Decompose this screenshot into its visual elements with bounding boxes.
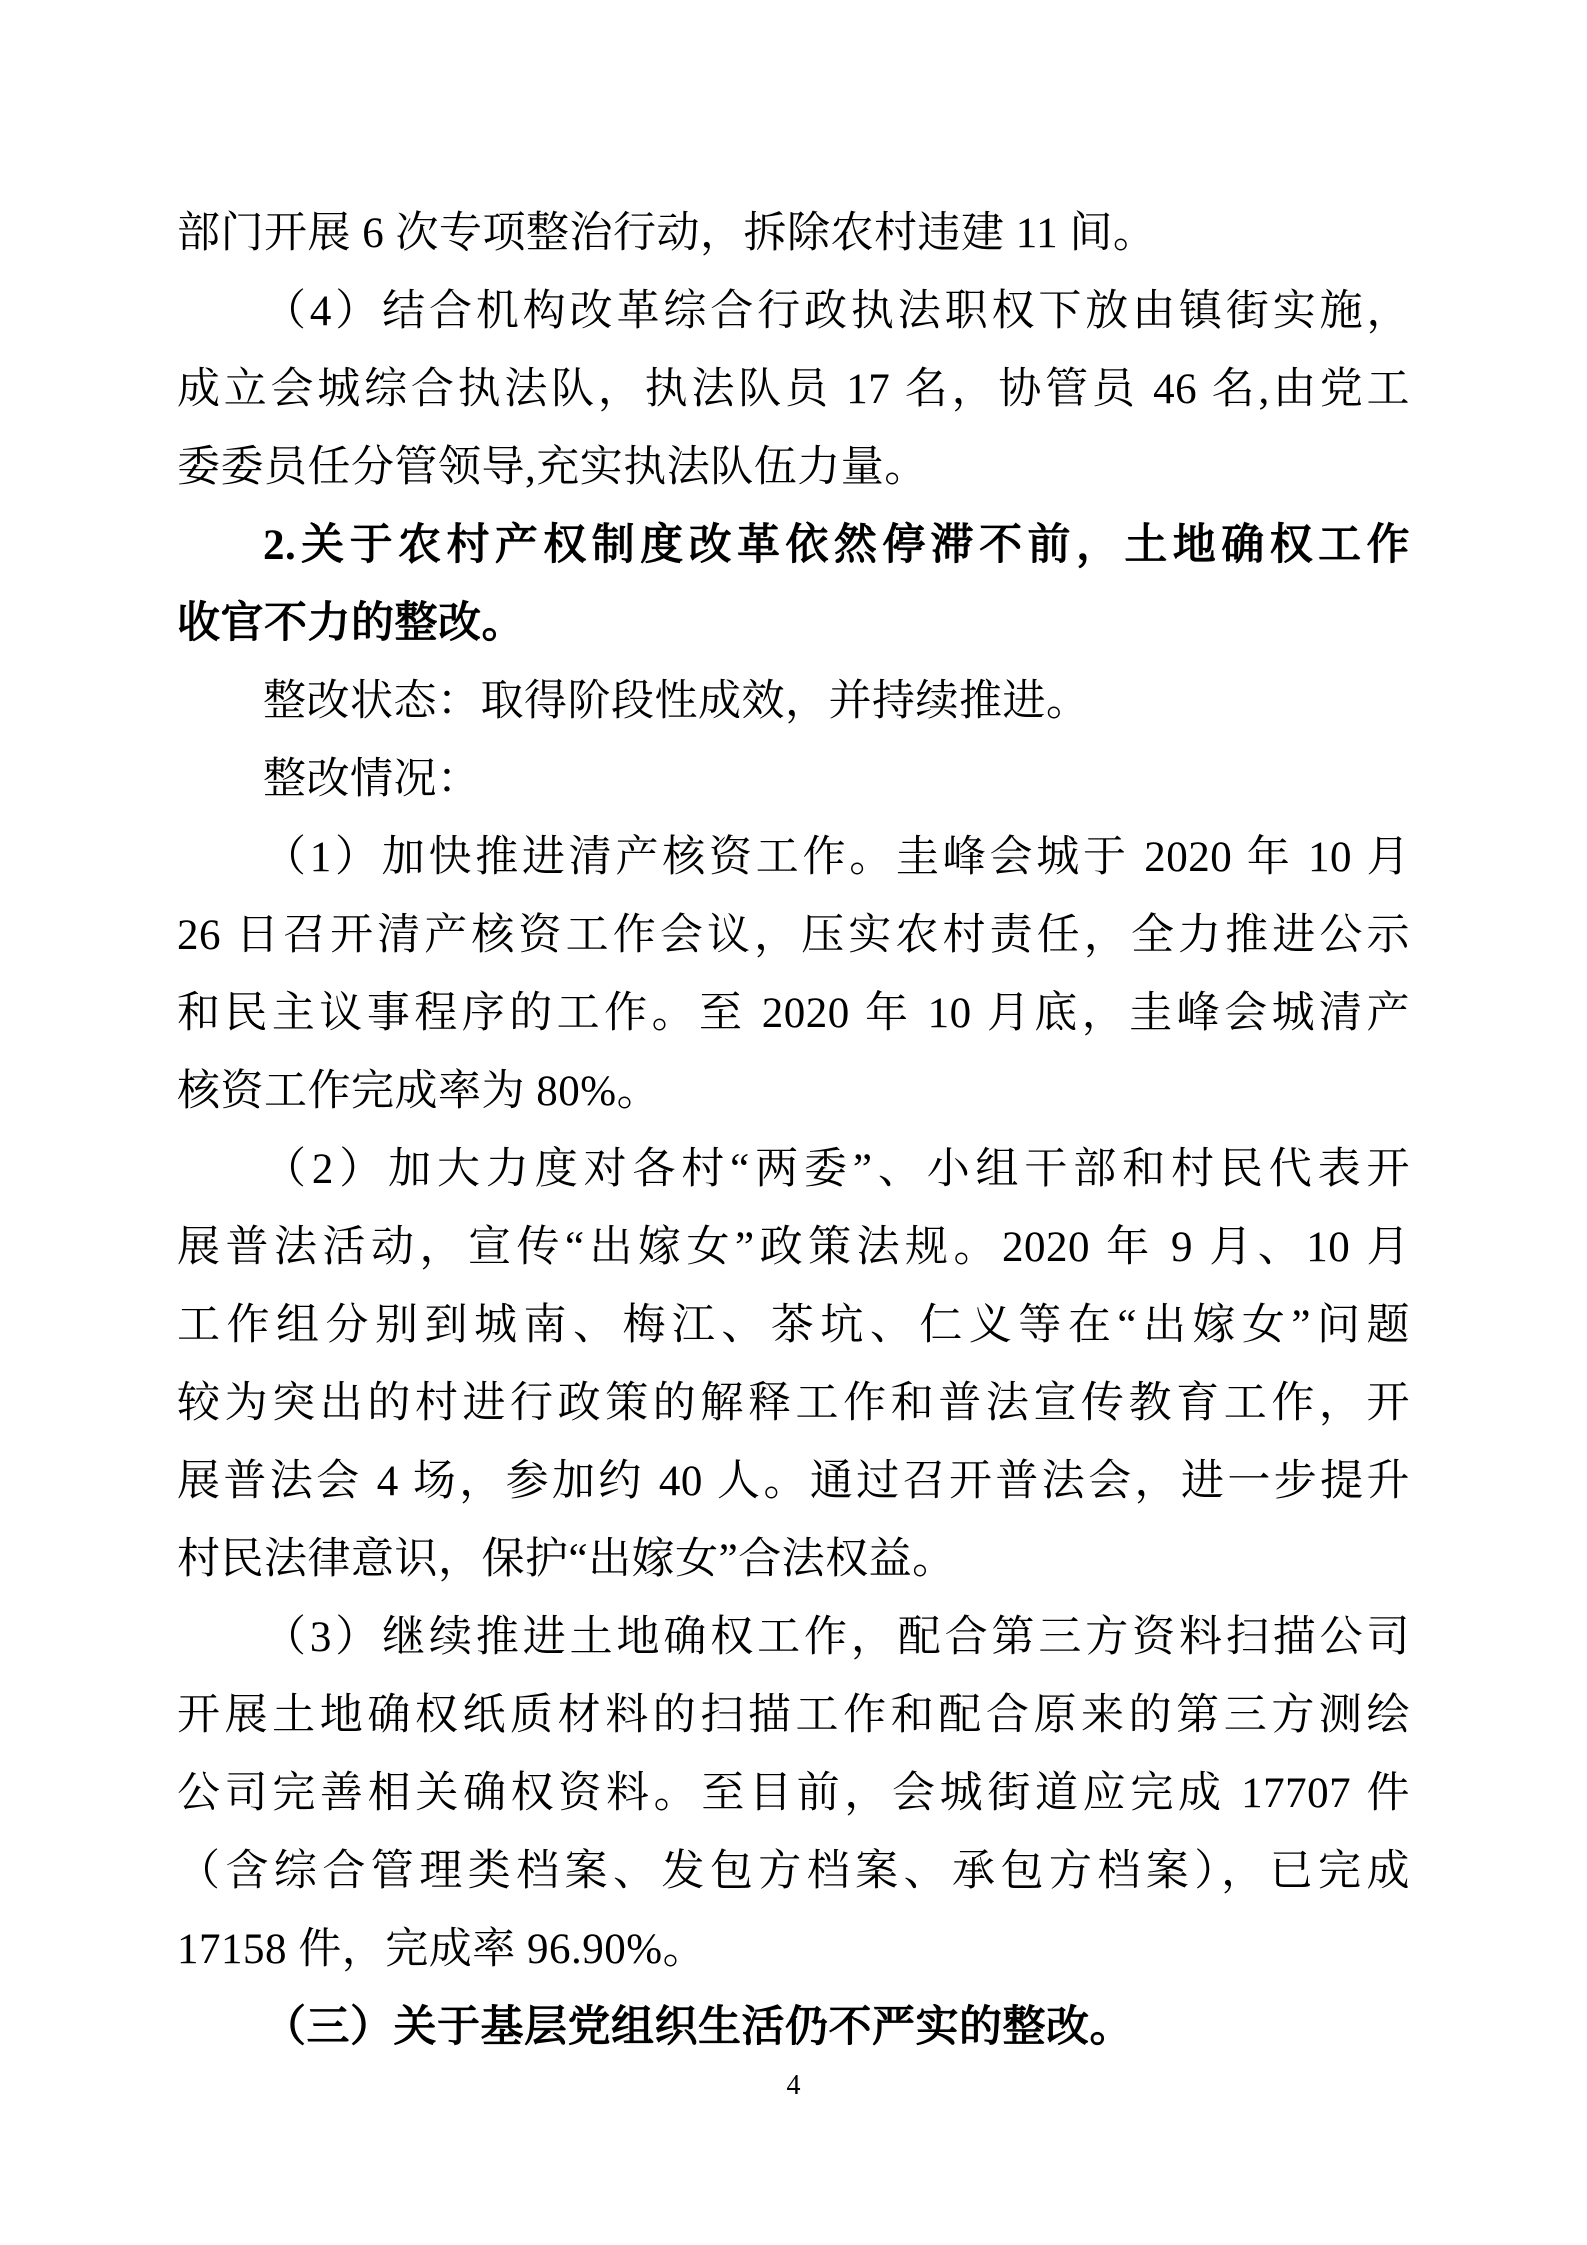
text-line: （1）加快推进清产核资工作。圭峰会城于 2020 年 10 月 [263, 834, 1410, 881]
page-number: 4 [786, 2070, 801, 2101]
text-line: 整改状态：取得阶段性成效，并持续推进。 [263, 678, 1090, 725]
text-line: 展普法会 4 场，参加约 40 人。通过召开普法会，进一步提升 [177, 1458, 1410, 1505]
text-line: 工作组分别到城南、梅江、茶坑、仁义等在“出嫁女”问题 [177, 1302, 1410, 1349]
text-line: （3）继续推进土地确权工作，配合第三方资料扫描公司 [263, 1614, 1410, 1661]
document-body [177, 195, 1410, 2067]
text-line: （含综合管理类档案、发包方档案、承包方档案），已完成 [177, 1848, 1410, 1895]
text-line: 较为突出的村进行政策的解释工作和普法宣传教育工作，开 [177, 1380, 1410, 1427]
text-line: 核资工作完成率为 80%。 [177, 1068, 661, 1115]
text-line: 部门开展 6 次专项整治行动，拆除农村违建 11 间。 [177, 210, 1157, 257]
text-line: 展普法活动，宣传“出嫁女”政策法规。2020 年 9 月、10 月 [177, 1224, 1410, 1271]
text-line: （2）加大力度对各村“两委”、小组干部和村民代表开 [263, 1146, 1410, 1193]
text-line: 和民主议事程序的工作。至 2020 年 10 月底，圭峰会城清产 [177, 990, 1410, 1037]
text-line: 成立会城综合执法队，执法队员 17 名，协管员 46 名,由党工 [177, 366, 1410, 413]
text-line: 26 日召开清产核资工作会议，压实农村责任，全力推进公示 [177, 912, 1410, 959]
text-line: 委委员任分管领导,充实执法队伍力量。 [177, 444, 928, 491]
text-line: 17158 件，完成率 96.90%。 [177, 1926, 707, 1973]
text-line: 开展土地确权纸质材料的扫描工作和配合原来的第三方测绘 [177, 1692, 1410, 1739]
text-line: 村民法律意识，保护“出嫁女”合法权益。 [177, 1536, 956, 1583]
heading-line: 2.关于农村产权制度改革依然停滞不前，土地确权工作 [263, 522, 1410, 569]
heading-line: 收官不力的整改。 [177, 600, 525, 647]
heading-line: （三）关于基层党组织生活仍不严实的整改。 [263, 2004, 1133, 2051]
text-line: 整改情况： [263, 756, 481, 803]
text-line: （4）结合机构改革综合行政执法职权下放由镇街实施， [263, 288, 1410, 335]
text-line: 公司完善相关确权资料。至目前，会城街道应完成 17707 件 [177, 1770, 1410, 1817]
